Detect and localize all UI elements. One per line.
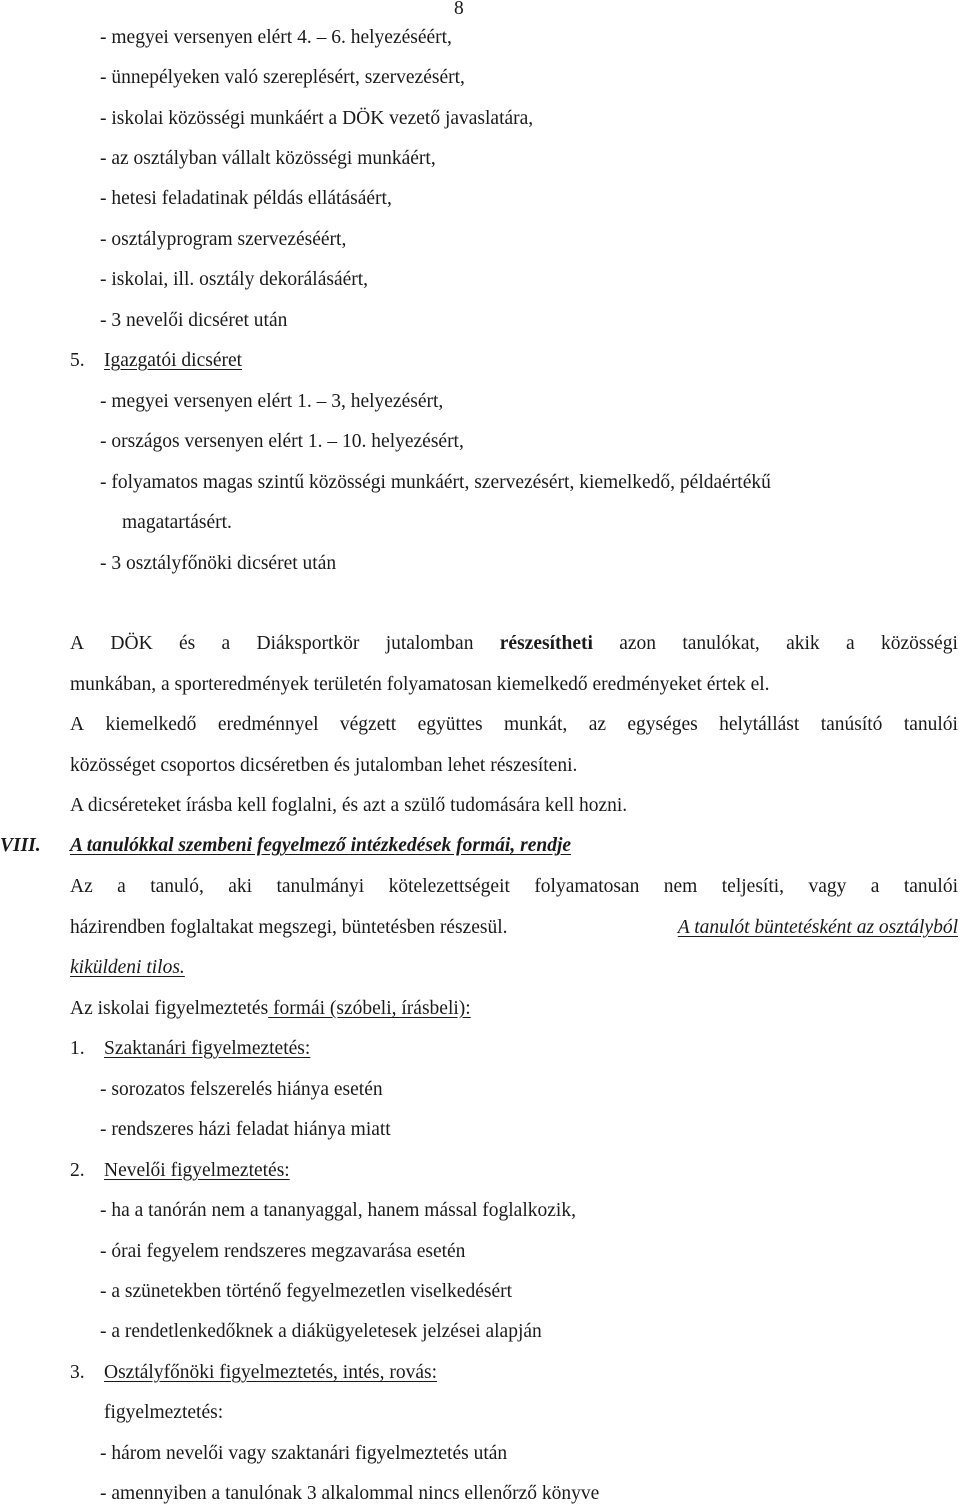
bold-word: részesítheti [499, 633, 593, 654]
forms-heading: Az iskolai figyelmeztetés formái (szóbeli, írásbeli): [70, 998, 471, 1019]
item-3-number: 3. [70, 1362, 85, 1383]
list-item: - megyei versenyen elért 1. – 3, helyezésért, [100, 391, 444, 412]
section-8-number: VIII. [0, 835, 41, 856]
item-3-title: Osztályfőnöki figyelmeztetés, intés, rovás: [104, 1362, 438, 1383]
list-item-continuation: magatartásért. [122, 512, 232, 533]
paragraph-dok-line-2: munkában, a sporteredmények területén folyamatosan kiemelkedő eredményeket értek el. [70, 674, 770, 695]
list-item: - országos versenyen elért 1. – 10. helyezésért, [100, 431, 464, 452]
paragraph-dok-line-3: A kiemelkedő eredménnyel végzett együttes munkát, az egységes helytállást tanúsító tanulói [70, 714, 958, 735]
list-item: - órai fegyelem rendszeres megzavarása esetén [100, 1241, 466, 1262]
item-2-number: 2. [70, 1160, 85, 1181]
section-5-title: Igazgatói dicséret [104, 350, 243, 371]
list-item: - folyamatos magas szintű közösségi munkáért, szervezésért, kiemelkedő, példaértékű [100, 472, 771, 493]
list-item: - a rendetlenkedőknek a diákügyeletesek jelzései alapján [100, 1321, 542, 1342]
list-item: - rendszeres házi feladat hiánya miatt [100, 1119, 391, 1140]
list-item: - 3 nevelői dicséret után [100, 310, 288, 331]
item-3-subheading: figyelmeztetés: [104, 1402, 224, 1423]
list-item: - iskolai, ill. osztály dekorálásáért, [100, 269, 369, 290]
section-8-title: A tanulókkal szembeni fegyelmező intézkedések formái, rendje [70, 835, 572, 856]
list-item: - iskolai közösségi munkáért a DÖK vezető javaslatára, [100, 108, 534, 129]
section-8-intro-line-3: kiküldeni tilos. [70, 957, 185, 978]
paragraph-dok-line-1: A DÖK és a Diáksportkör jutalomban részesítheti azon tanulókat, akik a közösségi [70, 633, 958, 654]
item-2-title: Nevelői figyelmeztetés: [104, 1160, 290, 1181]
paragraph-dok-line-5: A dicséreteket írásba kell foglalni, és azt a szülő tudomására kell hozni. [70, 795, 628, 816]
list-item: - amennyiben a tanulónak 3 alkalommal nincs ellenőrző könyve [100, 1483, 600, 1504]
list-item: - az osztályban vállalt közösségi munkáért, [100, 148, 436, 169]
page-number: 8 [454, 0, 464, 19]
list-item: - 3 osztályfőnöki dicséret után [100, 553, 337, 574]
list-item: - hetesi feladatinak példás ellátásáért, [100, 188, 392, 209]
list-item: - osztályprogram szervezéséért, [100, 229, 347, 250]
list-item: - a szünetekben történő fegyelmezetlen viselkedésért [100, 1281, 513, 1302]
item-1-number: 1. [70, 1038, 85, 1059]
list-item: - három nevelői vagy szaktanári figyelmeztetés után [100, 1443, 508, 1464]
paragraph-dok-line-4: közösséget csoportos dicséretben és jutalomban lehet részesíteni. [70, 755, 578, 776]
italic-rule: A tanulót büntetésként az osztályból [677, 917, 958, 938]
item-1-title: Szaktanári figyelmeztetés: [104, 1038, 311, 1059]
list-item: - sorozatos felszerelés hiánya esetén [100, 1079, 383, 1100]
section-5-number: 5. [70, 350, 85, 371]
list-item: - ünnepélyeken való szereplésért, szervezésért, [100, 67, 465, 88]
list-item: - ha a tanórán nem a tananyaggal, hanem mással foglalkozik, [100, 1200, 576, 1221]
section-8-intro-line-2: házirendben foglaltakat megszegi, büntetésben részesül. A tanulót büntetésként az osztályból [70, 917, 958, 938]
list-item: - megyei versenyen elért 4. – 6. helyezéséért, [100, 27, 452, 48]
section-8-intro-line-1: Az a tanuló, aki tanulmányi kötelezettségeit folyamatosan nem teljesíti, vagy a tanulói [70, 876, 958, 897]
